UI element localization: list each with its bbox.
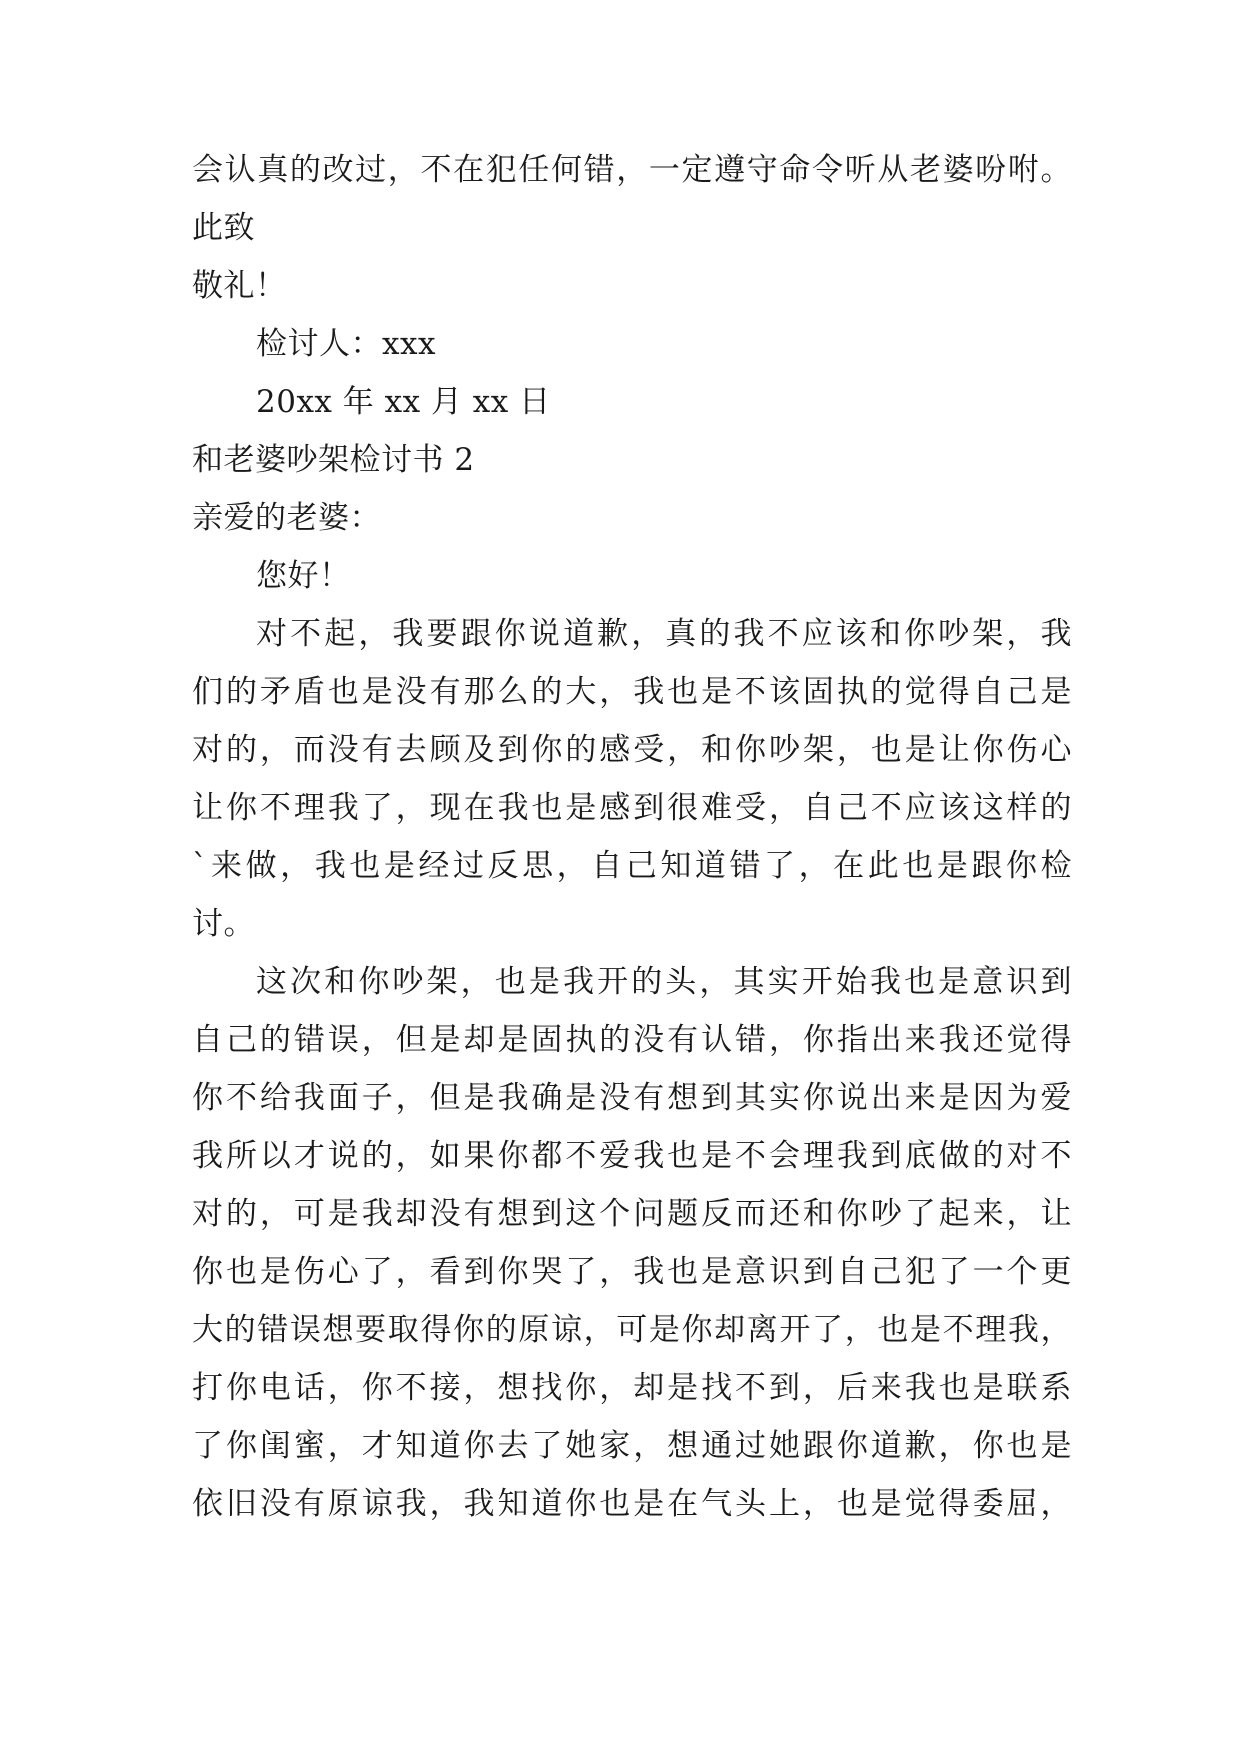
- paragraph-line: 你不给我面子，但是我确是没有想到其实你说出来是因为爱: [192, 1080, 1072, 1116]
- paragraph-line: 这次和你吵架，也是我开的头，其实开始我也是意识到: [256, 964, 1072, 1000]
- paragraph-line: 对的，而没有去顾及到你的感受，和你吵架，也是让你伤心: [192, 732, 1072, 768]
- paragraph-line: 你也是伤心了，看到你哭了，我也是意识到自己犯了一个更: [192, 1254, 1072, 1290]
- paragraph-line: 大的错误想要取得你的原谅，可是你却离开了，也是不理我，: [192, 1312, 1072, 1348]
- paragraph-line: 自己的错误，但是却是固执的没有认错，你指出来我还觉得: [192, 1022, 1072, 1058]
- closing-salutation: 此致: [192, 210, 255, 246]
- paragraph-line: 了你闺蜜，才知道你去了她家，想通过她跟你道歉，你也是: [192, 1428, 1072, 1464]
- paragraph-line: 对不起，我要跟你说道歉，真的我不应该和你吵架，我: [256, 616, 1072, 652]
- paragraph-line: 我所以才说的，如果你都不爱我也是不会理我到底做的对不: [192, 1138, 1072, 1174]
- greeting: 亲爱的老婆：: [192, 500, 381, 536]
- paragraph-line: 依旧没有原谅我，我知道你也是在气头上，也是觉得委屈，: [192, 1486, 1072, 1522]
- paragraph-line: 会认真的改过，不在犯任何错，一定遵守命令听从老婆吩咐。: [192, 152, 1072, 188]
- paragraph-line: 让你不理我了，现在我也是感到很难受，自己不应该这样的: [192, 790, 1072, 826]
- paragraph-line: 们的矛盾也是没有那么的大，我也是不该固执的觉得自己是: [192, 674, 1072, 710]
- paragraph-line: 讨。: [192, 906, 255, 942]
- section-title: 和老婆吵架检讨书 2: [192, 442, 475, 478]
- greeting-hello: 您好！: [256, 558, 351, 594]
- paragraph-line: 对的，可是我却没有想到这个问题反而还和你吵了起来，让: [192, 1196, 1072, 1232]
- closing-regards: 敬礼！: [192, 268, 287, 304]
- paragraph-line: 打你电话，你不接，想找你，却是找不到，后来我也是联系: [192, 1370, 1072, 1406]
- signature-author: 检讨人：xxx: [256, 326, 436, 362]
- paragraph-line: `来做，我也是经过反思，自己知道错了，在此也是跟你检: [192, 848, 1072, 884]
- signature-date: 20xx 年 xx 月 xx 日: [256, 384, 551, 420]
